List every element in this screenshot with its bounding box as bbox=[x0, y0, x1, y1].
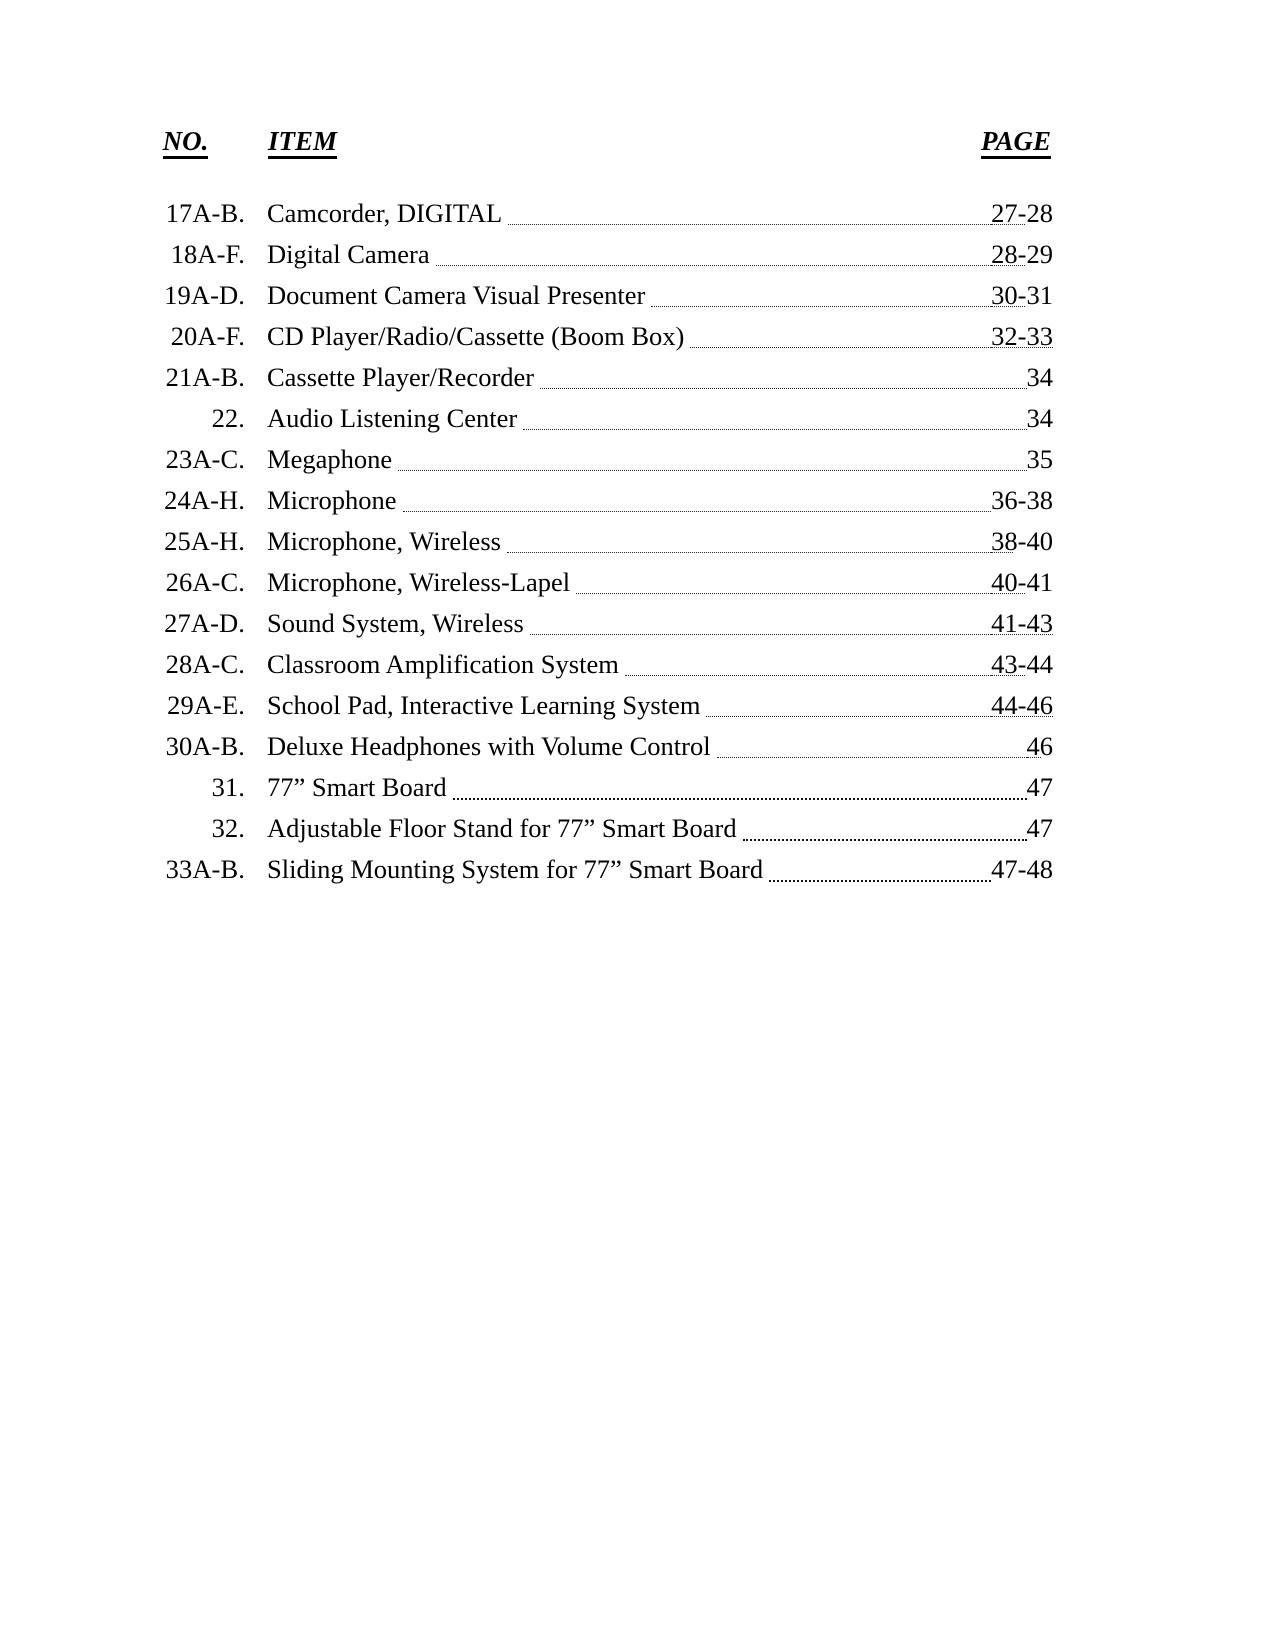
entry-page-number: 34 bbox=[1026, 362, 1053, 392]
dot-leader bbox=[436, 234, 992, 275]
entry-number: 24A-H. bbox=[164, 485, 245, 515]
entry-item-title[interactable]: Digital Camera bbox=[267, 239, 430, 269]
entry-item-title[interactable]: 77” Smart Board bbox=[267, 772, 447, 802]
entry-page-number: 30-31 bbox=[991, 275, 1053, 316]
entry-item-title[interactable]: Microphone, Wireless-Lapel bbox=[267, 567, 571, 597]
entry-number: 30A-B. bbox=[165, 731, 245, 761]
entry-number: 25A-H. bbox=[164, 526, 245, 556]
toc-entry-list bbox=[133, 193, 1053, 890]
dot-leader bbox=[769, 849, 991, 890]
entry-item-title[interactable]: Deluxe Headphones with Volume Control bbox=[267, 731, 711, 761]
entry-page-number: 40-41 bbox=[991, 562, 1053, 603]
toc-entry-row[interactable] bbox=[133, 275, 1053, 316]
entry-item-title[interactable]: Microphone, Wireless bbox=[267, 526, 501, 556]
dot-leader bbox=[690, 316, 991, 357]
entry-number: 33A-B. bbox=[165, 854, 245, 884]
dot-leader bbox=[576, 562, 991, 603]
header-page bbox=[981, 126, 1053, 159]
entry-item-title[interactable]: Megaphone bbox=[267, 444, 393, 474]
dot-leader bbox=[540, 357, 1026, 398]
toc-entry-row[interactable] bbox=[133, 685, 1053, 726]
entry-page-number: 47-48 bbox=[991, 854, 1053, 884]
toc-entry-row[interactable] bbox=[133, 644, 1053, 685]
entry-number: 20A-F. bbox=[170, 321, 245, 351]
dot-leader bbox=[508, 193, 991, 234]
entry-page-number: 47 bbox=[1026, 813, 1053, 843]
dot-leader bbox=[523, 398, 1026, 439]
entry-page-number: 46 bbox=[1027, 726, 1054, 767]
entry-item-title[interactable]: Document Camera Visual Presenter bbox=[267, 280, 646, 310]
entry-number: 19A-D. bbox=[164, 280, 245, 310]
header-no-label: NO. bbox=[163, 127, 209, 159]
toc-entry-row[interactable] bbox=[133, 808, 1053, 849]
entry-item-title[interactable]: Audio Listening Center bbox=[267, 403, 518, 433]
entry-page-number: 36-38 bbox=[991, 485, 1053, 515]
entry-number: 29A-E. bbox=[167, 690, 245, 720]
toc-entry-row[interactable] bbox=[133, 193, 1053, 234]
entry-item-title[interactable]: Camcorder, DIGITAL bbox=[267, 198, 503, 228]
entry-item-title[interactable]: Adjustable Floor Stand for 77” Smart Board bbox=[267, 813, 737, 843]
dot-leader bbox=[706, 685, 991, 726]
entry-number: 31. bbox=[211, 772, 245, 802]
entry-page-number: 44-46 bbox=[991, 685, 1053, 726]
header-no bbox=[133, 126, 238, 159]
entry-number: 28A-C. bbox=[165, 649, 245, 679]
dot-leader bbox=[530, 603, 991, 644]
entry-number: 23A-C. bbox=[165, 444, 245, 474]
dot-leader bbox=[717, 726, 1027, 767]
dot-leader bbox=[398, 439, 1026, 480]
entry-number: 27A-D. bbox=[164, 608, 245, 638]
header-item bbox=[268, 126, 337, 159]
dot-leader bbox=[403, 480, 992, 521]
toc-entry-row[interactable] bbox=[133, 357, 1053, 398]
toc-column-headers bbox=[133, 126, 1053, 180]
header-page-label: PAGE bbox=[981, 127, 1051, 159]
toc-entry-row[interactable] bbox=[133, 398, 1053, 439]
entry-page-number: 32-33 bbox=[991, 316, 1053, 357]
dot-leader bbox=[453, 767, 1027, 808]
entry-number: 21A-B. bbox=[165, 362, 245, 392]
toc-entry-row[interactable] bbox=[133, 234, 1053, 275]
toc-entry-row[interactable] bbox=[133, 316, 1053, 357]
entry-item-title[interactable]: Cassette Player/Recorder bbox=[267, 362, 535, 392]
header-item-label: ITEM bbox=[268, 127, 337, 159]
entry-page-number: 34 bbox=[1026, 403, 1053, 433]
entry-number: 17A-B. bbox=[165, 198, 245, 228]
toc-entry-row[interactable] bbox=[133, 849, 1053, 890]
dot-leader bbox=[651, 275, 991, 316]
entry-number: 26A-C. bbox=[165, 567, 245, 597]
entry-page-number: 27-28 bbox=[991, 193, 1053, 234]
entry-page-number: 43-44 bbox=[991, 644, 1053, 685]
entry-item-title[interactable]: Classroom Amplification System bbox=[267, 649, 619, 679]
entry-item-title[interactable]: Microphone bbox=[267, 485, 397, 515]
entry-item-title[interactable]: Sliding Mounting System for 77” Smart Board bbox=[267, 854, 764, 884]
entry-page-number: 28-29 bbox=[991, 234, 1053, 275]
entry-page-number: 35 bbox=[1026, 444, 1053, 474]
entry-page-number: 41-43 bbox=[991, 603, 1053, 644]
entry-number: 32. bbox=[211, 813, 245, 843]
entry-page-number: 47 bbox=[1026, 772, 1053, 802]
toc-entry-row[interactable] bbox=[133, 562, 1053, 603]
table-of-contents bbox=[133, 126, 1053, 890]
entry-number: 18A-F. bbox=[170, 239, 245, 269]
toc-entry-row[interactable] bbox=[133, 439, 1053, 480]
toc-entry-row[interactable] bbox=[133, 726, 1053, 767]
toc-entry-row[interactable] bbox=[133, 603, 1053, 644]
entry-item-title[interactable]: Sound System, Wireless bbox=[267, 608, 524, 638]
toc-entry-row[interactable] bbox=[133, 767, 1053, 808]
entry-page-number: 38-40 bbox=[991, 521, 1053, 562]
dot-leader bbox=[743, 808, 1027, 849]
dot-leader bbox=[625, 644, 991, 685]
entry-item-title[interactable]: CD Player/Radio/Cassette (Boom Box) bbox=[267, 321, 685, 351]
entry-number: 22. bbox=[211, 403, 245, 433]
toc-entry-row[interactable] bbox=[133, 480, 1053, 521]
dot-leader bbox=[507, 521, 991, 562]
toc-entry-row[interactable] bbox=[133, 521, 1053, 562]
entry-item-title[interactable]: School Pad, Interactive Learning System bbox=[267, 690, 701, 720]
